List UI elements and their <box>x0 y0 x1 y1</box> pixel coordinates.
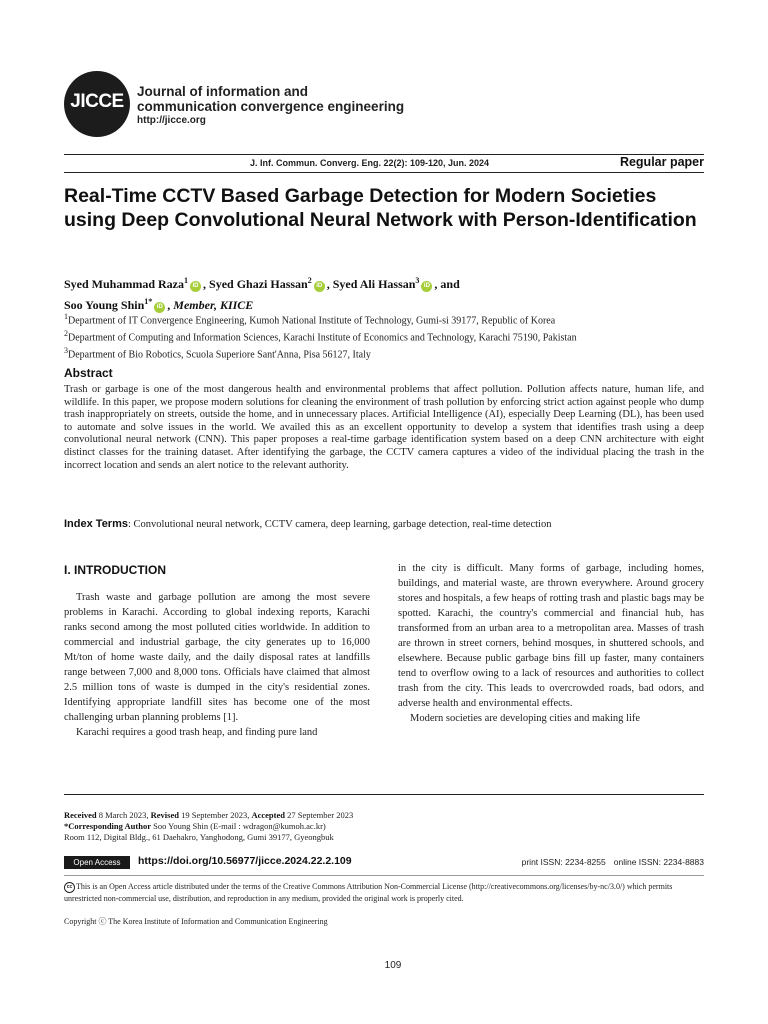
affiliation <box>64 311 724 328</box>
paragraph: Modern societies are developing cities and making life <box>410 713 641 724</box>
received-dates <box>64 810 704 821</box>
page-number: 109 <box>384 960 402 971</box>
author-role: Member, KIICE <box>173 298 254 312</box>
orcid-icon[interactable]: iD <box>314 281 325 292</box>
online-issn: online ISSN: 2234-8883 <box>613 857 704 867</box>
abstract-heading: Abstract <box>64 366 113 380</box>
affiliation-text: Department of Computing and Information Sciences, Karachi Institute of Economics and Technology, Karachi 75190, Pakistan <box>68 332 577 344</box>
author-separator: , <box>167 298 174 312</box>
affiliation-text: Department of Bio Robotics, Scuola Superiore Sant'Anna, Pisa 56127, Italy <box>68 348 371 360</box>
header-rule <box>64 154 704 155</box>
author-separator: , <box>326 277 333 291</box>
abstract-text: Trash or garbage is one of the most dangerous health and environmental problems that affect pollution. Pollution affects nature, human life, and wildlife. In this paper, we propose modern solutions for cleaning the environment of trash pollution by enforcing strict action against people who dump trash inappropriately on streets, outside the home, and in unnecessary places. Artificial Intelligence (AI), especially Deep Learning (DL), has been used to automate and solve issues in the world. We availed this as an excellent opportunity to develop a system that identifies trash using a deep convolutional neural network (CNN). This paper proposes a real-time garbage identification system based on a deep CNN architecture with eight distinct classes for the training dataset. After identifying the garbage, the CCTV camera captures a video of the individual placing the trash in the incorrect location and sends an alert notice to the relevant authority. <box>64 384 704 471</box>
journal-name-line1: Journal of information and <box>137 84 308 99</box>
affiliation-sup: 1 <box>64 312 68 321</box>
corresponding-mark: * <box>148 297 153 306</box>
index-terms <box>64 518 704 530</box>
author-name: Syed Ghazi Hassan <box>209 277 308 291</box>
received-label: Received <box>64 810 97 820</box>
issn-info <box>522 857 704 867</box>
author-name: Soo Young Shin <box>64 298 145 312</box>
footnotes <box>64 810 704 843</box>
journal-logo <box>64 71 130 137</box>
accepted-label: Accepted <box>251 810 285 820</box>
paragraph: Trash waste and garbage pollution are among the most severe problems in Karachi. According to global indexing reports, Karachi ranks second among the most polluted cities worldwide. In addition to commercial and industrial garbage, the city generates up to 16,000 Mt/ton of home waste daily, and the daily disposal rates at landfills range between 7,000 and 8,000 tons. Officials have claimed that almost 2.5 million tons of waste is dumped in the city's residential zones. Identifying appropriate landfill sites has become one of the most challenging urban planning problems [1]. <box>64 592 370 723</box>
affiliation <box>64 328 724 345</box>
corresponding-label: *Corresponding Author <box>64 821 151 831</box>
author-affil-sup: 3 <box>415 276 420 285</box>
author-list <box>64 272 704 314</box>
creative-commons-icon: cc <box>64 882 75 893</box>
paper-title: Real-Time CCTV Based Garbage Detection for Modern Societies using Deep Convolutional Neural Network with Person-Identification <box>64 185 697 231</box>
affiliation <box>64 345 724 362</box>
license-rule <box>64 875 704 876</box>
journal-url[interactable]: http://jicce.org <box>137 115 206 126</box>
left-column <box>64 590 370 740</box>
index-terms-label: Index Terms <box>64 518 128 530</box>
accepted-date: 27 September 2023 <box>284 810 354 820</box>
doi-link[interactable]: https://doi.org/10.56977/jicce.2024.22.2.109 <box>138 855 352 867</box>
header-rule-bottom <box>64 172 704 173</box>
corresponding-address: Room 112, Digital Bldg., 61 Daehakro, Yanghodong, Gumi 39177, Gyeongbuk <box>64 832 334 842</box>
orcid-icon[interactable]: iD <box>190 281 201 292</box>
citation-line: J. Inf. Commun. Converg. Eng. 22(2): 109-120, Jun. 2024 <box>250 158 490 168</box>
author-separator: , and <box>434 277 460 291</box>
orcid-icon[interactable]: iD <box>154 302 165 313</box>
paragraph: in the city is difficult. Many forms of garbage, including homes, buildings, and material waste, are thrown everywhere. Around grocery stores and hospitals, a few heaps of rotting trash and plastic bags may be spotted. Karachi, the country's commercial and financial hub, has transformed from an urban area to a metropolitan area. Masses of trash are thrown in street corners, behind mosques, in shuttered schools, and elsewhere. Because public garbage bins fill up faster, many containers tend to overflow owing to a lack of resources and authorities to collect trash from the city. This leads to overcrowded roads, bad odors, and adverse health and environmental effects. <box>398 563 704 709</box>
author-separator: , <box>203 277 210 291</box>
copyright: Copyright ⓒ The Korea Institute of Information and Communication Engineering <box>64 917 328 926</box>
affiliations <box>64 311 724 361</box>
journal-name-line2: communication convergence engineering <box>137 99 405 114</box>
right-column <box>398 561 704 726</box>
affiliation-sup: 2 <box>64 328 68 338</box>
received-date: 8 March 2023, <box>96 810 151 820</box>
author-affil-sup: 1 <box>144 297 149 306</box>
license-text-block <box>64 881 704 904</box>
revised-label: Revised <box>150 810 179 820</box>
journal-name-block <box>137 84 404 126</box>
orcid-icon[interactable]: iD <box>421 281 432 292</box>
print-issn: print ISSN: 2234-8255 <box>521 857 606 867</box>
revised-date: 19 September 2023, <box>178 810 252 820</box>
author-name: Syed Muhammad Raza <box>64 277 185 291</box>
paragraph: Karachi requires a good trash heap, and finding pure land <box>76 727 318 738</box>
paper-type: Regular paper <box>619 155 704 169</box>
footnote-rule <box>64 794 704 795</box>
corresponding-info: Soo Young Shin (E-mail : wdragon@kumoh.ac.kr) <box>150 821 326 831</box>
open-access-badge: Open Access <box>64 856 130 869</box>
corresponding-author <box>64 821 704 832</box>
author-affil-sup: 2 <box>307 276 312 285</box>
author-name: Syed Ali Hassan <box>332 277 416 291</box>
logo-text: JICCE <box>70 91 124 112</box>
affiliation-text: Department of IT Convergence Engineering, Kumoh National Institute of Technology, Gumi-si 39177, Republic of Korea <box>68 315 556 327</box>
section-heading-introduction: I. INTRODUCTION <box>64 563 166 577</box>
index-terms-text: : Convolutional neural network, CCTV camera, deep learning, garbage detection, real-time detection <box>128 519 552 530</box>
affiliation-sup: 3 <box>64 345 68 355</box>
author-affil-sup: 1 <box>184 276 189 285</box>
license-text: This is an Open Access article distributed under the terms of the Creative Commons Attribution Non-Commercial License (http://creativecommons.org/licenses/by-nc/3.0/) which permits unrestricted non-commercial use, distribution, and reproduction in any medium, provided the original work is properly cited. <box>64 882 673 903</box>
